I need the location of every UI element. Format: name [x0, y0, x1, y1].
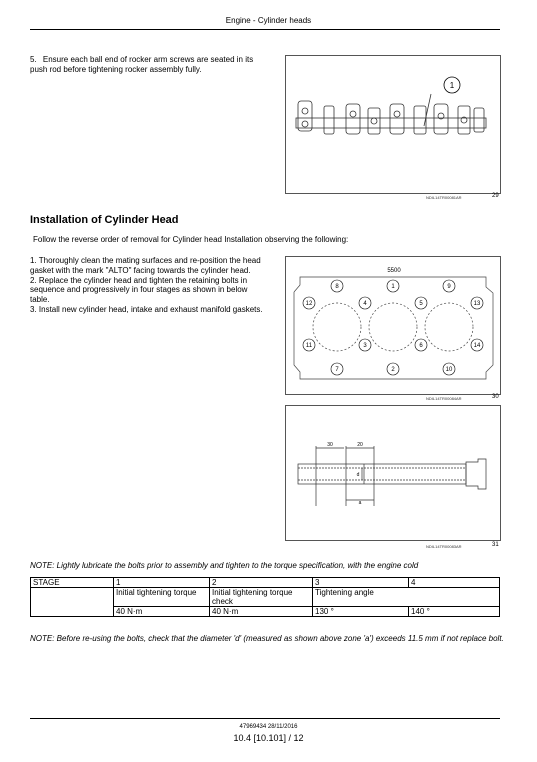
step-item: 2. Replace the cylinder head and tighten the retaining bolts in sequence and progressively in four stages as shown in below table. [30, 275, 248, 305]
torque-table [30, 577, 500, 617]
step-item: 1. Thoroughly clean the mating surfaces and re-position the head gasket with the mark "ALTO" facing towards the cylinder head. [30, 256, 261, 275]
rocker-arm-drawing [286, 56, 500, 193]
footer-rule [30, 718, 500, 719]
bolt-sequence-drawing [286, 257, 500, 394]
figure-number: 30 [492, 394, 499, 400]
figure-code: NDIL14TR00081AR [426, 195, 462, 200]
install-steps [30, 256, 266, 315]
figure-bolt-sequence [285, 256, 501, 395]
callout-number: 1 [449, 81, 455, 90]
zone-label: a [358, 500, 362, 506]
bolt-number: 11 [305, 343, 313, 349]
cylinder-bore [369, 303, 417, 351]
figure-number: 29 [492, 193, 499, 199]
figure-code: NDIL14TR00084AR [426, 396, 462, 401]
table-cell: 130 ° [313, 607, 409, 617]
bolt-number: 6 [419, 343, 423, 349]
dimension-label: 20 [357, 442, 363, 448]
table-cell: STAGE [31, 578, 114, 588]
section-title: Installation of Cylinder Head [30, 214, 179, 226]
figure-bolt-dimensions [285, 405, 501, 541]
bolt-number: 8 [335, 284, 339, 290]
bolt-number: 13 [473, 301, 481, 307]
bolt-number: 1 [391, 284, 395, 290]
table-row [31, 588, 500, 607]
table-cell: 2 [210, 578, 313, 588]
bolt-number: 14 [473, 343, 481, 349]
bolt-number: 5 [419, 301, 423, 307]
header-rule [30, 29, 500, 30]
bolt-number: 9 [447, 284, 451, 290]
step-item: 3. Install new cylinder head, intake and exhaust manifold gaskets. [30, 304, 263, 314]
table-cell: 40 N·m [114, 607, 210, 617]
rocker-shaft [296, 118, 486, 128]
cylinder-bore [425, 303, 473, 351]
table-cell: 140 ° [409, 607, 500, 617]
step-5-text: 5. Ensure each ball end of rocker arm screws are seated in its push rod before tightening rocker assembly fully. [30, 55, 254, 74]
figure-number: 31 [492, 542, 499, 548]
rocker-arm-group [298, 101, 484, 134]
table-cell: Initial tightening torque check [210, 588, 313, 607]
table-cell: Tightening angle [313, 588, 500, 607]
figure-code: NDIL14TR00083AR [426, 544, 462, 549]
dimension-label: 30 [327, 442, 333, 448]
table-cell: 3 [313, 578, 409, 588]
table-cell [31, 588, 114, 617]
note-lubricate: NOTE: Lightly lubricate the bolts prior to assembly and tighten to the torque specification, with the engine cold [30, 561, 419, 570]
table-row [31, 578, 500, 588]
callout-leader [424, 94, 431, 126]
table-cell: 1 [114, 578, 210, 588]
bolt-number: 12 [305, 301, 313, 307]
head-label: 5500 [387, 268, 401, 274]
bolt-number: 3 [363, 343, 367, 349]
cylinder-bore [313, 303, 361, 351]
bolt-number: 2 [391, 367, 395, 373]
figure-rocker-arms [285, 55, 501, 194]
bolt-shank [298, 464, 466, 484]
bolt-number: 7 [335, 367, 339, 373]
bolt-number: 10 [445, 367, 453, 373]
intro-text: Follow the reverse order of removal for Cylinder head Installation observing the following: [33, 235, 349, 244]
table-cell: 4 [409, 578, 500, 588]
table-cell: 40 N·m [210, 607, 313, 617]
bolt-number: 4 [363, 301, 367, 307]
table-cell: Initial tightening torque [114, 588, 210, 607]
footer-page-number: 10.4 [10.101] / 12 [233, 733, 304, 743]
page-header: Engine - Cylinder heads [225, 16, 312, 25]
note-bolt-diameter: NOTE: Before re-using the bolts, check that the diameter 'd' (measured as shown above zone 'a') exceeds 11.5 mm if not replace bolt. [30, 634, 504, 643]
bolt-head [466, 459, 486, 489]
bolt-drawing [286, 406, 500, 540]
footer-doc-id: 47969434 28/11/2016 [239, 724, 298, 730]
diameter-label: d [356, 472, 360, 478]
